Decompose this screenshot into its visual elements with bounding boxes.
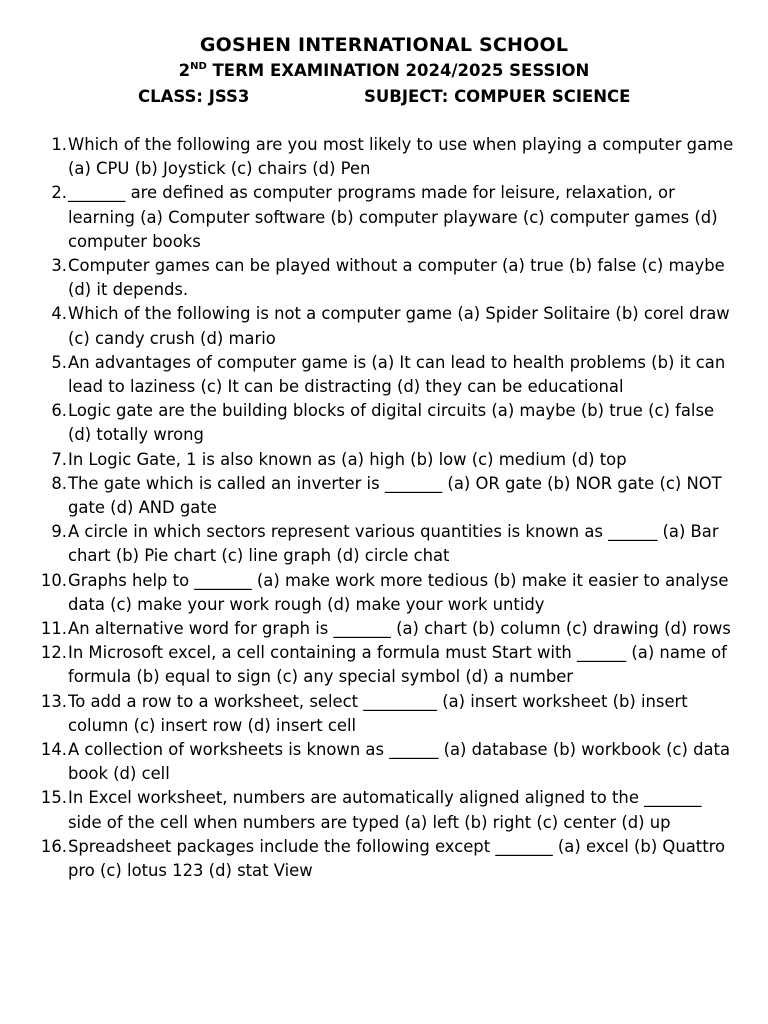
question-number: 3. [51,256,67,276]
question-number: 16. [40,836,67,856]
question-text: Spreadsheet packages include the following except _______ (a) excel (b) Quattro pro (c) lotus 123 (d) stat View [68,836,726,881]
question-text: To add a row to a worksheet, select _________ (a) insert worksheet (b) insert column (c) insert row (d) insert cell [68,691,688,735]
question-text: In Microsoft excel, a cell containing a formula must Start with ______ (a) name of formula (b) equal to sign (c) any special symbol (d) a number [68,643,727,687]
question-item [0,786,768,834]
question-number: 7. [51,449,67,469]
question-item [0,835,768,883]
question-text: Computer games can be played without a computer (a) true (b) false (c) maybe (d) it depends. [68,256,725,300]
question-item [0,617,768,641]
term-heading [0,61,768,80]
question-number: 6. [51,401,67,421]
question-number: 13. [40,691,67,711]
question-number: 12. [40,643,67,663]
term-rest: TERM EXAMINATION 2024/2025 SESSION [206,61,590,80]
question-item [0,302,768,350]
question-text: Graphs help to _______ (a) make work more tedious (b) make it easier to analyse data (c) make your work rough (d) make your work untidy [68,570,729,614]
question-text: An alternative word for graph is _______ (a) chart (b) column (c) drawing (d) rows [68,619,731,639]
term-suffix: ND [190,61,207,72]
question-number: 4. [51,304,67,324]
question-number: 9. [51,522,67,542]
question-item [0,448,768,472]
question-item [0,520,768,568]
question-item [0,641,768,689]
question-item [0,181,768,254]
subject-label: SUBJECT: COMPUER SCIENCE [364,87,631,106]
question-list [0,133,768,883]
question-text: Which of the following is not a computer game (a) Spider Solitaire (b) corel draw (c) candy crush (d) mario [68,304,730,348]
question-text: In Logic Gate, 1 is also known as (a) high (b) low (c) medium (d) top [68,449,627,469]
question-item [0,351,768,399]
question-text: A collection of worksheets is known as ______ (a) database (b) workbook (c) data book (d) cell [68,740,731,784]
class-label: CLASS: JSS3 [138,87,250,106]
question-number: 8. [51,473,67,493]
question-item [0,472,768,520]
question-text: Which of the following are you most likely to use when playing a computer game (a) CPU (b) Joystick (c) chairs (d) Pen [68,135,734,179]
term-number: 2 [178,61,191,80]
question-item [0,399,768,447]
question-item [0,133,768,181]
question-text: The gate which is called an inverter is _______ (a) OR gate (b) NOR gate (c) NOT gate (d) AND gate [68,473,722,518]
question-text: _______ are defined as computer programs made for leisure, relaxation, or learning (a) Computer software (b) computer playware (c) computer games (d) computer books [68,183,718,251]
question-number: 15. [40,788,67,808]
question-text: An advantages of computer game is (a) It can lead to health problems (b) it can lead to laziness (c) It can be distracting (d) they can be educational [68,352,726,397]
question-number: 5. [51,352,67,372]
question-item [0,738,768,786]
question-number: 2. [51,183,67,203]
question-item [0,569,768,617]
question-number: 10. [40,570,67,590]
question-number: 1. [51,135,67,154]
school-name: GOSHEN INTERNATIONAL SCHOOL [199,34,569,56]
question-text: In Excel worksheet, numbers are automatically aligned aligned to the _______ side of the cell when numbers are typed (a) left (b) right (c) center (d) up [68,788,702,832]
question-item [0,254,768,302]
question-text: Logic gate are the building blocks of digital circuits (a) maybe (b) true (c) false (d) totally wrong [68,401,715,445]
question-item [0,690,768,738]
question-text: A circle in which sectors represent various quantities is known as ______ (a) Bar chart (b) Pie chart (c) line graph (d) circle chat [68,522,719,566]
question-number: 14. [40,740,67,760]
question-number: 11. [40,619,67,639]
